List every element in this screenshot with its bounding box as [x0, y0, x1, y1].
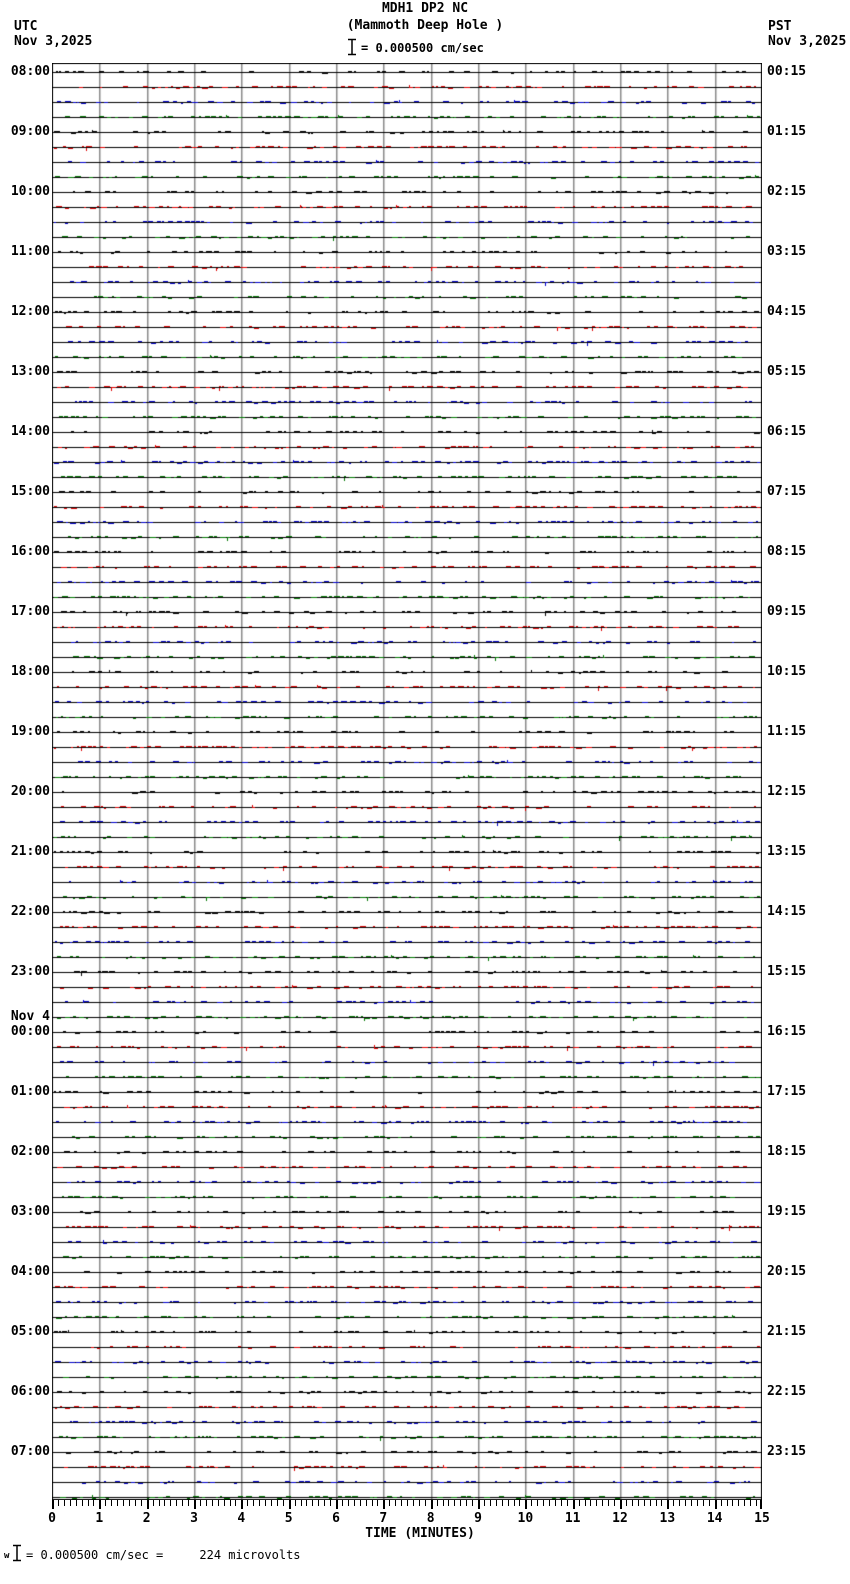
x-axis-minor-tick — [638, 1500, 639, 1506]
utc-hour-label: 10:00 — [10, 184, 50, 199]
x-axis-minor-tick — [123, 1500, 124, 1506]
x-axis-minor-tick — [200, 1500, 201, 1506]
pst-hour-label: 10:15 — [767, 664, 807, 679]
x-axis-minor-tick — [756, 1500, 757, 1506]
x-axis-minor-tick — [135, 1500, 136, 1506]
utc-hour-label: 01:00 — [10, 1084, 50, 1099]
x-axis-minor-tick — [561, 1500, 562, 1506]
x-axis-minor-tick — [348, 1500, 349, 1506]
pst-hour-label: 14:15 — [767, 904, 807, 919]
x-axis-minor-tick — [117, 1500, 118, 1506]
x-axis-minor-tick — [354, 1500, 355, 1506]
x-axis-minor-tick — [590, 1500, 591, 1506]
pst-hour-label: 05:15 — [767, 364, 807, 379]
x-axis-minor-tick — [596, 1500, 597, 1506]
left-timezone-label: UTC — [14, 19, 38, 34]
right-date-label: Nov 3,2025 — [768, 34, 847, 49]
x-axis-minor-tick — [727, 1500, 728, 1506]
x-axis-minor-tick — [230, 1500, 231, 1506]
x-axis-minor-tick — [413, 1500, 414, 1506]
footer-note: = 0.000500 cm/sec = 224 microvolts — [26, 1548, 301, 1562]
x-axis-minor-tick — [235, 1500, 236, 1506]
x-axis-minor-tick — [277, 1500, 278, 1506]
pst-hour-label: 07:15 — [767, 484, 807, 499]
pst-hour-label: 17:15 — [767, 1084, 807, 1099]
utc-hour-label: 20:00 — [10, 784, 50, 799]
pst-hour-label: 20:15 — [767, 1264, 807, 1279]
x-axis-tick-label: 10 — [517, 1511, 534, 1526]
x-axis-major-tick — [478, 1500, 480, 1509]
x-axis-minor-tick — [111, 1500, 112, 1506]
x-axis-minor-tick — [502, 1500, 503, 1506]
x-axis-minor-tick — [324, 1500, 325, 1506]
x-axis-major-tick — [336, 1500, 338, 1509]
x-axis-minor-tick — [508, 1500, 509, 1506]
x-axis-minor-tick — [212, 1500, 213, 1506]
x-axis-tick-label: 6 — [332, 1511, 340, 1526]
x-axis-minor-tick — [490, 1500, 491, 1506]
x-axis-tick-label: 5 — [284, 1511, 293, 1526]
x-axis-minor-tick — [549, 1500, 550, 1506]
utc-hour-label: 06:00 — [10, 1384, 50, 1399]
x-axis-minor-tick — [661, 1500, 662, 1506]
station-subtitle: (Mammoth Deep Hole ) — [346, 18, 504, 33]
x-axis-minor-tick — [182, 1500, 183, 1506]
x-axis-minor-tick — [389, 1500, 390, 1506]
x-axis-tick-label: 4 — [237, 1511, 246, 1526]
x-axis-minor-tick — [579, 1500, 580, 1506]
x-axis-minor-tick — [626, 1500, 627, 1506]
x-axis-tick-label: 1 — [95, 1511, 104, 1526]
x-axis-minor-tick — [732, 1500, 733, 1506]
x-axis-minor-tick — [164, 1500, 165, 1506]
x-axis-minor-tick — [750, 1500, 751, 1506]
x-axis-tick-label: 0 — [48, 1511, 56, 1526]
x-axis-minor-tick — [170, 1500, 171, 1506]
x-axis-minor-tick — [312, 1500, 313, 1506]
x-axis-minor-tick — [614, 1500, 615, 1506]
utc-hour-label: 03:00 — [10, 1204, 50, 1219]
x-axis-minor-tick — [159, 1500, 160, 1506]
x-axis-minor-tick — [721, 1500, 722, 1506]
x-axis-minor-tick — [342, 1500, 343, 1506]
x-axis-minor-tick — [531, 1500, 532, 1506]
x-axis-minor-tick — [650, 1500, 651, 1506]
x-axis-tick-label: 8 — [426, 1511, 435, 1526]
pst-hour-label: 18:15 — [767, 1144, 807, 1159]
x-axis-minor-tick — [437, 1500, 438, 1506]
x-axis-tick-label: 13 — [659, 1511, 676, 1526]
utc-hour-label: 21:00 — [10, 844, 50, 859]
x-axis-minor-tick — [697, 1500, 698, 1506]
pst-hour-label: 11:15 — [767, 724, 807, 739]
x-axis-minor-tick — [76, 1500, 77, 1506]
x-axis-major-tick — [194, 1500, 196, 1509]
pst-hour-label: 02:15 — [767, 184, 807, 199]
x-axis-minor-tick — [82, 1500, 83, 1506]
x-axis-minor-tick — [738, 1500, 739, 1506]
scale-ibeam-icon — [347, 38, 357, 56]
x-axis-minor-tick — [105, 1500, 106, 1506]
x-axis-minor-tick — [295, 1500, 296, 1506]
x-axis-minor-tick — [448, 1500, 449, 1506]
x-axis-minor-tick — [744, 1500, 745, 1506]
x-axis-minor-tick — [395, 1500, 396, 1506]
x-axis-minor-tick — [703, 1500, 704, 1506]
utc-hour-label: 18:00 — [10, 664, 50, 679]
x-axis-minor-tick — [514, 1500, 515, 1506]
x-axis-minor-tick — [484, 1500, 485, 1506]
x-axis-minor-tick — [496, 1500, 497, 1506]
pst-hour-label: 16:15 — [767, 1024, 807, 1039]
x-axis-minor-tick — [656, 1500, 657, 1506]
x-axis-minor-tick — [673, 1500, 674, 1506]
pst-hour-label: 22:15 — [767, 1384, 807, 1399]
x-axis-minor-tick — [271, 1500, 272, 1506]
x-axis-tick-label: 12 — [612, 1511, 628, 1526]
utc-hour-label: 07:00 — [10, 1444, 50, 1459]
x-axis-minor-tick — [153, 1500, 154, 1506]
x-axis-minor-tick — [608, 1500, 609, 1506]
x-axis-major-tick — [383, 1500, 385, 1509]
x-axis-minor-tick — [543, 1500, 544, 1506]
x-axis-minor-tick — [58, 1500, 59, 1506]
x-axis-minor-tick — [88, 1500, 89, 1506]
utc-hour-label: 23:00 — [10, 964, 50, 979]
x-axis-major-tick — [525, 1500, 527, 1509]
x-axis-major-tick — [667, 1500, 669, 1509]
x-axis-minor-tick — [709, 1500, 710, 1506]
seismogram-canvas — [52, 63, 762, 1500]
left-date-label: Nov 3,2025 — [14, 34, 93, 49]
x-axis-major-tick — [52, 1500, 54, 1509]
pst-hour-label: 13:15 — [767, 844, 807, 859]
x-axis-major-tick — [241, 1500, 243, 1509]
utc-hour-label: 00:00 — [10, 1024, 50, 1039]
utc-hour-label: 16:00 — [10, 544, 50, 559]
x-axis-minor-tick — [265, 1500, 266, 1506]
x-axis-minor-tick — [519, 1500, 520, 1506]
x-axis-title: TIME (MINUTES) — [365, 1526, 475, 1541]
x-axis-minor-tick — [602, 1500, 603, 1506]
pst-hour-label: 04:15 — [767, 304, 807, 319]
x-axis-minor-tick — [377, 1500, 378, 1506]
x-axis-minor-tick — [366, 1500, 367, 1506]
x-axis-major-tick — [147, 1500, 149, 1509]
x-axis-major-tick — [715, 1500, 717, 1509]
x-axis-minor-tick — [425, 1500, 426, 1506]
x-axis-tick-label: 9 — [474, 1511, 482, 1526]
x-axis-minor-tick — [644, 1500, 645, 1506]
pst-hour-label: 15:15 — [767, 964, 807, 979]
x-axis-minor-tick — [679, 1500, 680, 1506]
x-axis-major-tick — [99, 1500, 101, 1509]
station-title: MDH1 DP2 NC — [381, 1, 469, 16]
x-axis-major-tick — [760, 1500, 762, 1509]
pst-hour-label: 19:15 — [767, 1204, 807, 1219]
x-axis-minor-tick — [537, 1500, 538, 1506]
utc-hour-label: 12:00 — [10, 304, 50, 319]
x-axis-minor-tick — [206, 1500, 207, 1506]
pst-hour-label: 23:15 — [767, 1444, 807, 1459]
pst-hour-label: 21:15 — [767, 1324, 807, 1339]
x-axis-major-tick — [620, 1500, 622, 1509]
footer-prefix: w — [4, 1551, 10, 1561]
x-axis-minor-tick — [401, 1500, 402, 1506]
x-axis-minor-tick — [419, 1500, 420, 1506]
x-axis-minor-tick — [176, 1500, 177, 1506]
pst-hour-label: 08:15 — [767, 544, 807, 559]
utc-hour-label: 13:00 — [10, 364, 50, 379]
utc-hour-label: 11:00 — [10, 244, 50, 259]
utc-hour-label: 09:00 — [10, 124, 50, 139]
x-axis-tick-label: 15 — [754, 1511, 770, 1526]
x-axis-minor-tick — [306, 1500, 307, 1506]
x-axis-minor-tick — [218, 1500, 219, 1506]
x-axis-tick-label: 3 — [190, 1511, 198, 1526]
x-axis-minor-tick — [259, 1500, 260, 1506]
utc-date-break-label: Nov 4 — [10, 1009, 50, 1024]
pst-hour-label: 12:15 — [767, 784, 807, 799]
x-axis-minor-tick — [466, 1500, 467, 1506]
x-axis-minor-tick — [247, 1500, 248, 1506]
utc-hour-label: 02:00 — [10, 1144, 50, 1159]
x-axis-minor-tick — [443, 1500, 444, 1506]
utc-hour-label: 22:00 — [10, 904, 50, 919]
utc-hour-label: 04:00 — [10, 1264, 50, 1279]
x-axis-tick-label: 14 — [706, 1511, 723, 1526]
x-axis-major-tick — [289, 1500, 291, 1509]
utc-hour-label: 17:00 — [10, 604, 50, 619]
utc-hour-label: 05:00 — [10, 1324, 50, 1339]
x-axis-minor-tick — [70, 1500, 71, 1506]
x-axis-minor-tick — [632, 1500, 633, 1506]
x-axis-minor-tick — [93, 1500, 94, 1506]
x-axis-minor-tick — [224, 1500, 225, 1506]
pst-hour-label: 09:15 — [767, 604, 807, 619]
utc-hour-label: 15:00 — [10, 484, 50, 499]
pst-hour-label: 03:15 — [767, 244, 807, 259]
x-axis-tick-label: 7 — [379, 1511, 388, 1526]
utc-hour-label: 19:00 — [10, 724, 50, 739]
x-axis-minor-tick — [318, 1500, 319, 1506]
x-axis-minor-tick — [460, 1500, 461, 1506]
x-axis-minor-tick — [330, 1500, 331, 1506]
pst-hour-label: 01:15 — [767, 124, 807, 139]
x-axis-minor-tick — [472, 1500, 473, 1506]
right-timezone-label: PST — [768, 19, 792, 34]
x-axis-tick-label: 2 — [142, 1511, 151, 1526]
pst-hour-label: 00:15 — [767, 64, 807, 79]
x-axis-minor-tick — [407, 1500, 408, 1506]
x-axis-minor-tick — [129, 1500, 130, 1506]
x-axis-minor-tick — [691, 1500, 692, 1506]
x-axis-minor-tick — [253, 1500, 254, 1506]
utc-hour-label: 14:00 — [10, 424, 50, 439]
x-axis-minor-tick — [141, 1500, 142, 1506]
x-axis-minor-tick — [585, 1500, 586, 1506]
footer-ibeam-icon — [12, 1544, 22, 1562]
utc-hour-label: 08:00 — [10, 64, 50, 79]
pst-hour-label: 06:15 — [767, 424, 807, 439]
x-axis-minor-tick — [685, 1500, 686, 1506]
x-axis-minor-tick — [301, 1500, 302, 1506]
x-axis-major-tick — [431, 1500, 433, 1509]
x-axis-minor-tick — [372, 1500, 373, 1506]
x-axis-minor-tick — [454, 1500, 455, 1506]
x-axis-minor-tick — [64, 1500, 65, 1506]
x-axis-minor-tick — [555, 1500, 556, 1506]
x-axis-tick-label: 11 — [564, 1511, 581, 1526]
x-axis-minor-tick — [188, 1500, 189, 1506]
x-axis-minor-tick — [360, 1500, 361, 1506]
x-axis-minor-tick — [567, 1500, 568, 1506]
scale-label: = 0.000500 cm/sec — [361, 41, 484, 55]
x-axis-ticks — [52, 1500, 763, 1509]
x-axis-minor-tick — [283, 1500, 284, 1506]
x-axis-major-tick — [573, 1500, 575, 1509]
